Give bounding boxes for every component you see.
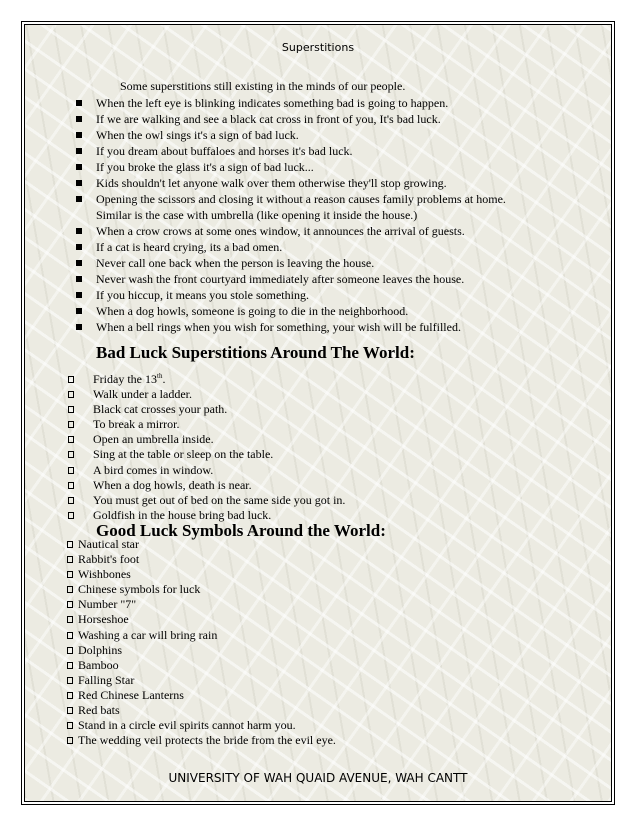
intro-text: Some superstitions still existing in the minds of our people. <box>120 79 406 93</box>
list-item: When a bell rings when you wish for something, your wish will be fulfilled. <box>74 319 594 335</box>
list-item-continuation: Similar is the case with umbrella (like opening it inside the house.) <box>96 208 418 222</box>
bad-luck-heading: Bad Luck Superstitions Around The World: <box>96 343 415 362</box>
list-item: Wishbones <box>67 567 336 582</box>
list-item: A bird comes in window. <box>68 463 345 478</box>
list-item: If a cat is heard crying, its a bad omen. <box>74 239 594 255</box>
page-header-title: Superstitions <box>281 41 355 54</box>
list-item: Black cat crosses your path. <box>68 402 345 417</box>
list-item: Horseshoe <box>67 612 336 627</box>
list-item: If you hiccup, it means you stole something. <box>74 287 594 303</box>
list-item: Falling Star <box>67 673 336 688</box>
friday-suffix: th <box>157 372 163 380</box>
good-luck-heading: Good Luck Symbols Around the World: <box>96 521 386 540</box>
list-item: You must get out of bed on the same side you got in. <box>68 493 345 508</box>
list-item: Never wash the front courtyard immediately after someone leaves the house. <box>74 271 594 287</box>
friday-text: Friday the 13 <box>93 372 157 386</box>
list-item: Nautical star <box>67 537 336 552</box>
list-item: Walk under a ladder. <box>68 387 345 402</box>
bad-luck-list <box>68 372 345 523</box>
list-item: The wedding veil protects the bride from the evil eye. <box>67 733 336 748</box>
good-luck-list <box>67 537 336 748</box>
list-item: If you broke the glass it's a sign of bad luck... <box>74 159 594 175</box>
list-item: To break a mirror. <box>68 417 345 432</box>
list-item: When the owl sings it's a sign of bad luck. <box>74 127 594 143</box>
list-item: Open an umbrella inside. <box>68 432 345 447</box>
list-item: When a crow crows at some ones window, it announces the arrival of guests. <box>74 223 594 239</box>
list-item: Stand in a circle evil spirits cannot harm you. <box>67 718 336 733</box>
list-item: Bamboo <box>67 658 336 673</box>
list-item: Dolphins <box>67 643 336 658</box>
list-item: Rabbit's foot <box>67 552 336 567</box>
list-item: When the left eye is blinking indicates something bad is going to happen. <box>74 95 594 111</box>
list-item: Goldfish in the house bring bad luck. <box>68 508 345 523</box>
list-item: Red bats <box>67 703 336 718</box>
list-item: Sing at the table or sleep on the table. <box>68 447 345 462</box>
list-item-scissors <box>74 191 594 223</box>
list-item: When a dog howls, death is near. <box>68 478 345 493</box>
list-item-friday: Friday the 13th. <box>68 372 345 387</box>
list-item: When a dog howls, someone is going to die in the neighborhood. <box>74 303 594 319</box>
page-footer: UNIVERSITY OF WAH QUAID AVENUE, WAH CANTT <box>168 771 468 785</box>
document-page <box>24 24 612 802</box>
list-item: If we are walking and see a black cat cross in front of you, It's bad luck. <box>74 111 594 127</box>
list-item: Number "7" <box>67 597 336 612</box>
list-item: Kids shouldn't let anyone walk over them otherwise they'll stop growing. <box>74 175 594 191</box>
list-item-text: Opening the scissors and closing it without a reason causes family problems at home. <box>96 192 506 206</box>
list-item: If you dream about buffaloes and horses it's bad luck. <box>74 143 594 159</box>
list-item: Red Chinese Lanterns <box>67 688 336 703</box>
list-item: Washing a car will bring rain <box>67 628 336 643</box>
superstitions-list <box>74 95 594 335</box>
list-item: Never call one back when the person is leaving the house. <box>74 255 594 271</box>
list-item: Chinese symbols for luck <box>67 582 336 597</box>
